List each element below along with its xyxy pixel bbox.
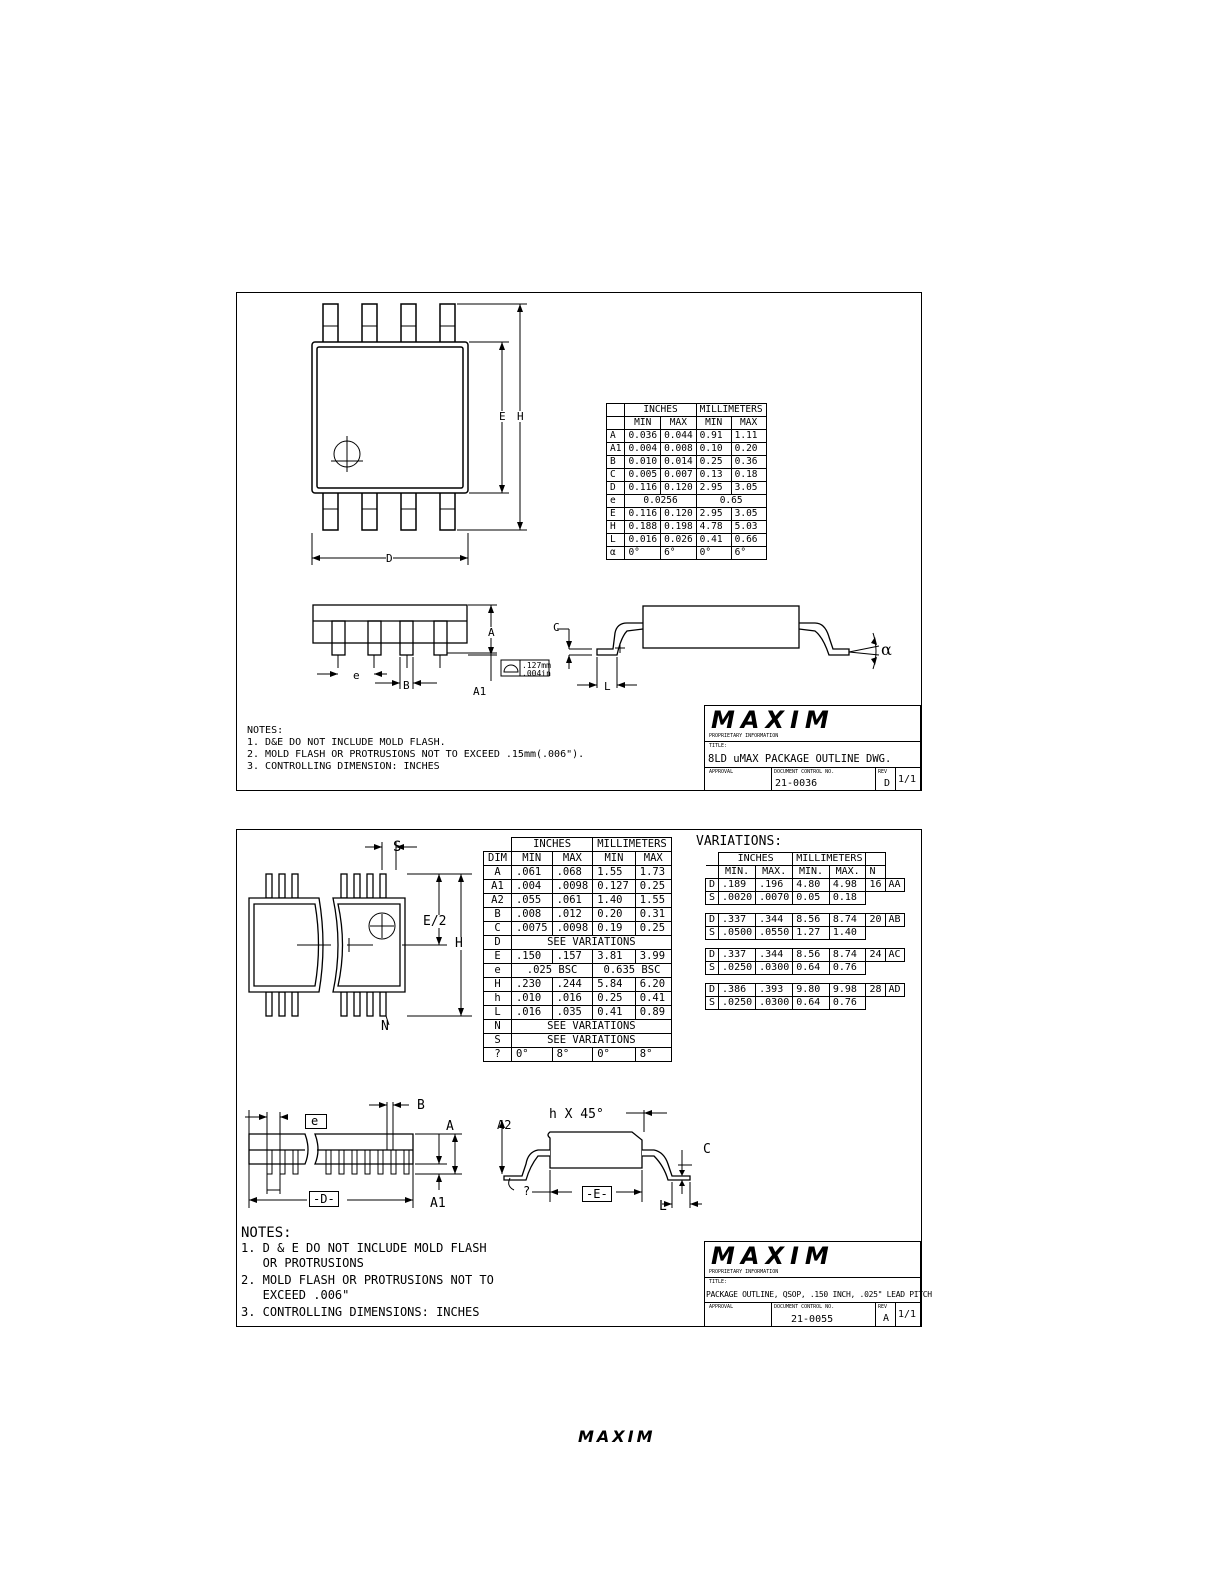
value-cell: 1.73	[635, 866, 671, 880]
value-cell: 0.05	[793, 892, 830, 905]
col-inches: INCHES	[625, 404, 696, 417]
table-row	[607, 521, 767, 534]
value-cell: 8°	[552, 1048, 593, 1062]
value-cell: .0250	[719, 962, 756, 975]
dim-label-L: L	[659, 1199, 667, 1214]
value-cell: 0.13	[696, 469, 731, 482]
dim-cell: S	[484, 1034, 512, 1048]
table-row	[484, 922, 672, 936]
value-cell: 0.116	[625, 508, 661, 521]
pin-count-cell: 28	[866, 984, 885, 997]
dim-cell: L	[607, 534, 625, 547]
dim-cell: B	[607, 456, 625, 469]
proprietary-label: PROPRIETARY INFORMATION	[709, 1269, 779, 1275]
value-cell: 0.64	[793, 962, 830, 975]
dim-cell: D	[706, 914, 719, 927]
value-cell: SEE VARIATIONS	[511, 1034, 671, 1048]
value-cell: 3.99	[635, 950, 671, 964]
dim-label-A: A	[446, 1119, 454, 1134]
value-cell: 0°	[511, 1048, 552, 1062]
value-cell: .016	[511, 1006, 552, 1020]
value-cell: 9.80	[793, 984, 830, 997]
value-cell: .035	[552, 1006, 593, 1020]
table-row	[607, 534, 767, 547]
package-drawing-qsop	[236, 829, 932, 1327]
table-row	[484, 964, 672, 978]
dim-cell: E	[484, 950, 512, 964]
col-inches: INCHES	[511, 838, 592, 852]
dim-label-e: e	[311, 1114, 319, 1128]
dim-cell: A	[607, 430, 625, 443]
variation-row	[706, 997, 905, 1010]
dim-label-N: N	[381, 1019, 389, 1034]
value-cell: 0.76	[829, 997, 866, 1010]
dim-label-B: B	[417, 1098, 425, 1113]
value-cell: 0.127	[593, 880, 636, 894]
variation-row	[706, 962, 905, 975]
col-max: MAX	[552, 852, 593, 866]
value-cell: 4.80	[793, 879, 830, 892]
dim-cell: h	[484, 992, 512, 1006]
value-cell: 1.11	[731, 430, 766, 443]
variation-row	[706, 949, 905, 962]
dim-cell: S	[706, 962, 719, 975]
footer-maxim-logo: MAXIM	[578, 1427, 656, 1446]
value-cell: 0.010	[625, 456, 661, 469]
value-cell: .337	[719, 914, 756, 927]
umax-side-view	[237, 593, 537, 713]
dim-cell: S	[706, 997, 719, 1010]
table-row	[484, 1006, 672, 1020]
value-cell: .0098	[552, 880, 593, 894]
value-cell: .0250	[719, 997, 756, 1010]
dim-cell: N	[484, 1020, 512, 1034]
value-cell: .008	[511, 908, 552, 922]
maxim-logo: MAXIM	[711, 706, 835, 734]
value-cell: 0.10	[696, 443, 731, 456]
table-row	[484, 1020, 672, 1034]
doc-control-label: DOCUMENT CONTROL NO.	[774, 1304, 835, 1310]
dim-label-B: B	[403, 679, 410, 692]
value-cell: 0.25	[696, 456, 731, 469]
table-row	[484, 908, 672, 922]
doc-control-number: 21-0036	[775, 778, 818, 789]
value-cell: 0°	[696, 547, 731, 560]
value-cell: 8°	[635, 1048, 671, 1062]
table-row	[484, 992, 672, 1006]
table-row	[484, 936, 672, 950]
revision: A	[883, 1313, 890, 1324]
table-row	[484, 950, 672, 964]
value-cell: 1.27	[793, 927, 830, 940]
doc-control-label: DOCUMENT CONTROL NO.	[774, 769, 835, 775]
dim-label-H: H	[455, 936, 463, 951]
value-cell: .0070	[756, 892, 793, 905]
table-row	[607, 508, 767, 521]
dim-label-E-half: E/2	[423, 914, 447, 929]
col-millimeters: MILLIMETERS	[696, 404, 766, 417]
value-cell: 0.41	[696, 534, 731, 547]
col-millimeters: MILLIMETERS	[593, 838, 672, 852]
dim-cell: S	[706, 927, 719, 940]
dim-label-A2: A2	[497, 1118, 512, 1132]
variation-row	[706, 927, 905, 940]
title-label: TITLE:	[709, 743, 728, 749]
col-min: MIN	[593, 852, 636, 866]
value-cell: 6.20	[635, 978, 671, 992]
dim-label-e: e	[353, 669, 360, 682]
value-cell: 0.120	[661, 482, 697, 495]
dim-label-alpha: α	[881, 640, 892, 659]
col-max: MAX	[635, 852, 671, 866]
table-row	[607, 469, 767, 482]
value-cell: 0.036	[625, 430, 661, 443]
umax-dimension-table	[606, 403, 767, 560]
value-cell: 8.56	[793, 914, 830, 927]
value-cell: SEE VARIATIONS	[511, 1020, 671, 1034]
value-cell: 8.74	[829, 949, 866, 962]
value-cell: 5.03	[731, 521, 766, 534]
dim-label-angle: ?	[523, 1184, 531, 1198]
dim-cell: A2	[484, 894, 512, 908]
dim-cell: E	[607, 508, 625, 521]
notes-qsop: NOTES: 1. D & E DO NOT INCLUDE MOLD FLASH OR PROTRUSIONS 2. MOLD FLASH OR PROTRUSIONS NOT TO EXCEED .006" 3. CONTROLLING DIMENSIONS: INCHES	[241, 1225, 494, 1319]
value-cell: 0.25	[635, 922, 671, 936]
variation-row	[706, 892, 905, 905]
value-cell: 0.635 BSC	[593, 964, 672, 978]
dim-cell: D	[484, 936, 512, 950]
value-cell: 1.40	[593, 894, 636, 908]
col-max: MAX.	[829, 866, 866, 879]
value-cell: .0300	[756, 997, 793, 1010]
value-cell: 0.18	[731, 469, 766, 482]
value-cell: 0.20	[593, 908, 636, 922]
revision: D	[884, 778, 891, 789]
dim-cell: D	[706, 949, 719, 962]
table-row	[607, 495, 767, 508]
approval-label: APPROVAL	[709, 769, 734, 775]
value-cell: 4.98	[829, 879, 866, 892]
value-cell: 6°	[731, 547, 766, 560]
variation-code-cell: AC	[885, 949, 904, 962]
value-cell: .196	[756, 879, 793, 892]
value-cell: SEE VARIATIONS	[511, 936, 671, 950]
value-cell: .344	[756, 914, 793, 927]
dim-cell: H	[607, 521, 625, 534]
col-n: N	[866, 866, 885, 879]
dim-label-A: A	[488, 626, 495, 639]
value-cell: 0.89	[635, 1006, 671, 1020]
variation-row	[706, 914, 905, 927]
value-cell: .0550	[756, 927, 793, 940]
dim-cell: ?	[484, 1048, 512, 1062]
value-cell: 3.05	[731, 482, 766, 495]
title-block-umax	[704, 705, 921, 791]
dim-label-C: C	[553, 621, 560, 634]
col-max: MAX	[661, 417, 697, 430]
table-row	[607, 430, 767, 443]
value-cell: 0.41	[593, 1006, 636, 1020]
dim-label-H: H	[517, 410, 524, 423]
col-max: MAX.	[756, 866, 793, 879]
coplanarity-mm: .127mm	[522, 661, 551, 670]
variation-code-cell: AD	[885, 984, 904, 997]
dim-cell: D	[706, 984, 719, 997]
value-cell: 2.95	[696, 482, 731, 495]
variations-title: VARIATIONS:	[696, 834, 783, 849]
value-cell: 0.20	[731, 443, 766, 456]
value-cell: .0098	[552, 922, 593, 936]
dim-label-D: -D-	[309, 1191, 339, 1207]
variation-code-cell: AA	[885, 879, 904, 892]
dim-label-L: L	[604, 680, 611, 693]
value-cell: .393	[756, 984, 793, 997]
value-cell: .025 BSC	[511, 964, 592, 978]
pin-count-cell: 24	[866, 949, 885, 962]
value-cell: 0.36	[731, 456, 766, 469]
value-cell: .0300	[756, 962, 793, 975]
value-cell: .157	[552, 950, 593, 964]
value-cell: 0.18	[829, 892, 866, 905]
dim-cell: e	[607, 495, 625, 508]
value-cell: 0.198	[661, 521, 697, 534]
value-cell: 0.31	[635, 908, 671, 922]
value-cell: 9.98	[829, 984, 866, 997]
value-cell: 0.76	[829, 962, 866, 975]
value-cell: 0°	[625, 547, 661, 560]
dim-cell: S	[706, 892, 719, 905]
pin-count-cell: 20	[866, 914, 885, 927]
value-cell: .337	[719, 949, 756, 962]
dim-label-E: -E-	[582, 1186, 612, 1202]
value-cell: 6°	[661, 547, 697, 560]
value-cell: 1.55	[635, 894, 671, 908]
title-label: TITLE:	[709, 1279, 728, 1285]
value-cell: 0.007	[661, 469, 697, 482]
value-cell: .230	[511, 978, 552, 992]
value-cell: 0.64	[793, 997, 830, 1010]
value-cell: 0.004	[625, 443, 661, 456]
dim-label-h-chamfer: h X 45°	[549, 1107, 604, 1122]
dim-cell: A1	[607, 443, 625, 456]
value-cell: 4.78	[696, 521, 731, 534]
doc-control-number: 21-0055	[791, 1314, 834, 1325]
col-min: MIN	[625, 417, 661, 430]
value-cell: .0020	[719, 892, 756, 905]
dim-label-D: D	[386, 552, 393, 565]
value-cell: .061	[511, 866, 552, 880]
value-cell: 5.84	[593, 978, 636, 992]
dim-label-C: C	[703, 1142, 711, 1157]
col-dim: DIM	[484, 852, 512, 866]
dim-cell: e	[484, 964, 512, 978]
variation-code-cell: AB	[885, 914, 904, 927]
dim-label-A1: A1	[473, 685, 487, 698]
value-cell: 0.120	[661, 508, 697, 521]
dim-cell: α	[607, 547, 625, 560]
value-cell: .068	[552, 866, 593, 880]
coplanarity-in: .004in	[522, 669, 551, 678]
value-cell: .150	[511, 950, 552, 964]
table-row	[484, 1048, 672, 1062]
value-cell: 0.026	[661, 534, 697, 547]
value-cell: .0075	[511, 922, 552, 936]
proprietary-label: PROPRIETARY INFORMATION	[709, 733, 779, 739]
value-cell: 0.25	[593, 992, 636, 1006]
col-min: MIN	[511, 852, 552, 866]
table-row	[607, 547, 767, 560]
value-cell: 2.95	[696, 508, 731, 521]
value-cell: .189	[719, 879, 756, 892]
value-cell: 0.005	[625, 469, 661, 482]
dim-cell: C	[607, 469, 625, 482]
dim-cell: D	[706, 879, 719, 892]
value-cell: 0.188	[625, 521, 661, 534]
col-millimeters: MILLIMETERS	[793, 853, 866, 866]
table-row	[607, 482, 767, 495]
rev-label: REV	[878, 1304, 888, 1310]
value-cell: 8.74	[829, 914, 866, 927]
dim-cell: A	[484, 866, 512, 880]
value-cell: 0.044	[661, 430, 697, 443]
table-row	[484, 880, 672, 894]
table-row	[484, 978, 672, 992]
value-cell: .016	[552, 992, 593, 1006]
value-cell: 1.55	[593, 866, 636, 880]
sheet-number: 1/1	[898, 1309, 917, 1320]
drawing-title: 8LD uMAX PACKAGE OUTLINE DWG.	[708, 753, 892, 765]
dim-cell: A1	[484, 880, 512, 894]
value-cell: 0.016	[625, 534, 661, 547]
notes-umax: NOTES: 1. D&E DO NOT INCLUDE MOLD FLASH. 2. MOLD FLASH OR PROTRUSIONS NOT TO EXCEED .15mm(.006"). 3. CONTROLLING DIMENSION: INCHES	[247, 725, 585, 772]
table-row	[607, 443, 767, 456]
variations-table	[705, 852, 905, 1010]
value-cell: .012	[552, 908, 593, 922]
col-min: MIN	[696, 417, 731, 430]
value-cell: 8.56	[793, 949, 830, 962]
value-cell: 0.41	[635, 992, 671, 1006]
dim-cell: H	[484, 978, 512, 992]
qsop-top-view	[237, 830, 482, 1050]
value-cell: 0.66	[731, 534, 766, 547]
maxim-logo: MAXIM	[711, 1242, 835, 1270]
col-max: MAX	[731, 417, 766, 430]
value-cell: .055	[511, 894, 552, 908]
table-row	[607, 456, 767, 469]
dim-cell: L	[484, 1006, 512, 1020]
value-cell: 3.05	[731, 508, 766, 521]
value-cell: 0.25	[635, 880, 671, 894]
col-inches: INCHES	[719, 853, 793, 866]
qsop-dimension-table	[483, 837, 672, 1062]
dim-cell: D	[607, 482, 625, 495]
drawing-title: PACKAGE OUTLINE, QSOP, .150 INCH, .025" LEAD PITCH	[706, 1290, 932, 1299]
value-cell: .061	[552, 894, 593, 908]
dim-cell: B	[484, 908, 512, 922]
package-drawing-umax	[236, 292, 922, 791]
rev-label: REV	[878, 769, 888, 775]
variation-row	[706, 879, 905, 892]
value-cell: .244	[552, 978, 593, 992]
col-min: MIN.	[719, 866, 756, 879]
variation-row	[706, 984, 905, 997]
value-cell: 0.0256	[625, 495, 696, 508]
value-cell: 0.19	[593, 922, 636, 936]
sheet-number: 1/1	[898, 774, 917, 785]
value-cell: 0.116	[625, 482, 661, 495]
value-cell: 0.91	[696, 430, 731, 443]
value-cell: .386	[719, 984, 756, 997]
dim-label-A1: A1	[430, 1196, 446, 1211]
dim-label-S: S	[393, 839, 402, 855]
col-min: MIN.	[793, 866, 830, 879]
value-cell: 0°	[593, 1048, 636, 1062]
value-cell: .344	[756, 949, 793, 962]
value-cell: 1.40	[829, 927, 866, 940]
value-cell: 0.008	[661, 443, 697, 456]
umax-top-view	[237, 293, 537, 583]
title-block-qsop	[704, 1241, 932, 1327]
dim-cell: C	[484, 922, 512, 936]
table-row	[484, 866, 672, 880]
value-cell: 3.81	[593, 950, 636, 964]
value-cell: .010	[511, 992, 552, 1006]
value-cell: .0500	[719, 927, 756, 940]
pin-count-cell: 16	[866, 879, 885, 892]
table-row	[484, 894, 672, 908]
value-cell: .004	[511, 880, 552, 894]
value-cell: 0.65	[696, 495, 766, 508]
value-cell: 0.014	[661, 456, 697, 469]
dim-label-E: E	[499, 410, 506, 423]
approval-label: APPROVAL	[709, 1304, 734, 1310]
umax-end-view	[557, 593, 917, 703]
table-row	[484, 1034, 672, 1048]
